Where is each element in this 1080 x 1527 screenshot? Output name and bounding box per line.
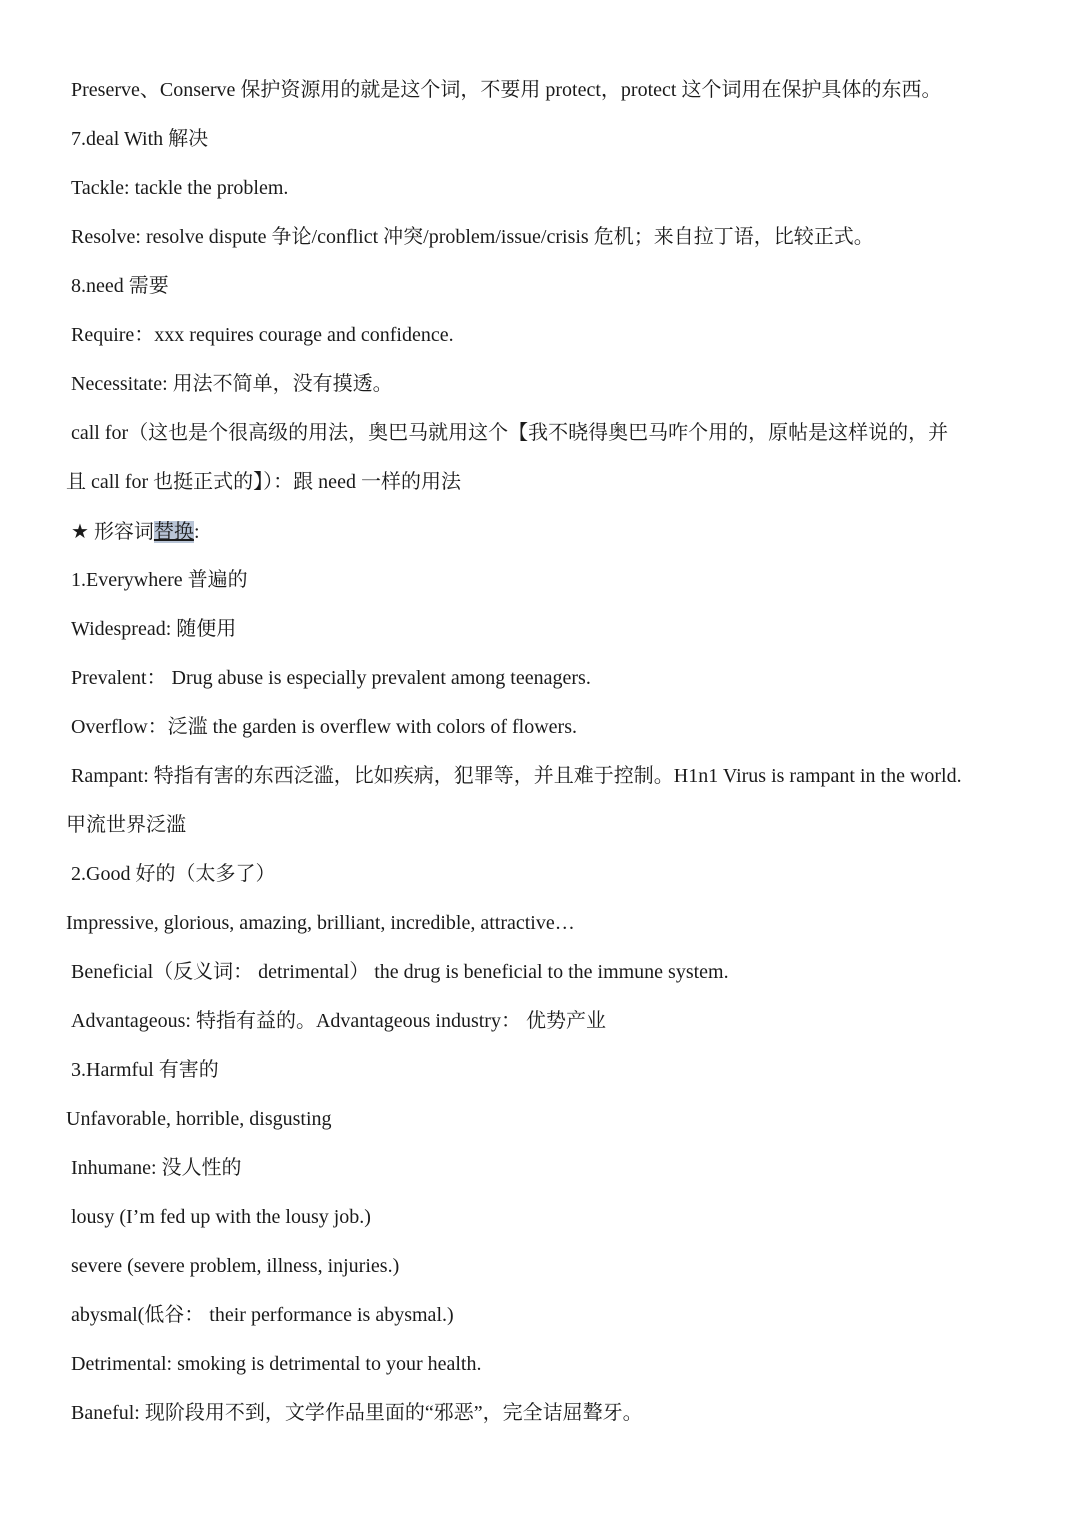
text-line-severe: severe (severe problem, illness, injuries.) bbox=[71, 1255, 400, 1277]
text-line-necessitate: Necessitate: 用法不简单，没有摸透。 bbox=[71, 373, 393, 395]
text-line-abysmal: abysmal(低谷： their performance is abysmal.) bbox=[71, 1304, 454, 1326]
text-line-call-for-cont: 且 call for 也挺正式的】）：跟 need 一样的用法 bbox=[66, 471, 461, 493]
text-line-detrimental: Detrimental: smoking is detrimental to your health. bbox=[71, 1353, 482, 1375]
section-heading-harmful: 3.Harmful 有害的 bbox=[71, 1059, 219, 1081]
text-line-beneficial: Beneficial（反义词： detrimental） the drug is beneficial to the immune system. bbox=[71, 961, 729, 983]
section-heading-everywhere: 1.Everywhere 普遍的 bbox=[71, 569, 248, 591]
heading-suffix: : bbox=[193, 521, 200, 543]
text-line-baneful: Baneful: 现阶段用不到，文学作品里面的“邪恶”，完全诘屈聱牙。 bbox=[71, 1402, 643, 1424]
text-line-preserve: Preserve、Conserve 保护资源用的就是这个词，不要用 protect，protect 这个词用在保护具体的东西。 bbox=[71, 79, 942, 101]
highlighted-word: 替换 bbox=[153, 521, 194, 543]
text-line-inhumane: Inhumane: 没人性的 bbox=[71, 1157, 242, 1179]
adjective-heading bbox=[71, 518, 1031, 545]
text-line-resolve: Resolve: resolve dispute 争论/conflict 冲突/problem/issue/crisis 危机；来自拉丁语，比较正式。 bbox=[71, 226, 874, 248]
text-line-rampant-cont: 甲流世界泛滥 bbox=[66, 814, 186, 836]
star-icon: ★ bbox=[71, 519, 89, 543]
text-line-advantageous: Advantageous: 特指有益的。Advantageous industry： 优势产业 bbox=[71, 1010, 606, 1032]
text-line-lousy: lousy (I’m fed up with the lousy job.) bbox=[71, 1206, 371, 1228]
text-line-widespread: Widespread: 随便用 bbox=[71, 618, 237, 640]
section-heading-deal-with: 7.deal With 解决 bbox=[71, 128, 209, 150]
text-line-unfavorable: Unfavorable, horrible, disgusting bbox=[66, 1108, 332, 1130]
text-line-require: Require：xxx requires courage and confidence. bbox=[71, 324, 454, 346]
text-line-call-for: call for（这也是个很高级的用法，奥巴马就用这个【我不晓得奥巴马咋个用的，原帖是这样说的，并 bbox=[71, 422, 949, 444]
text-line-rampant: Rampant: 特指有害的东西泛滥，比如疾病，犯罪等，并且难于控制。H1n1 Virus is rampant in the world. bbox=[71, 765, 962, 787]
text-line-tackle: Tackle: tackle the problem. bbox=[71, 177, 289, 199]
text-line-prevalent: Prevalent： Drug abuse is especially prevalent among teenagers. bbox=[71, 667, 591, 689]
section-heading-need: 8.need 需要 bbox=[71, 275, 169, 297]
heading-prefix: 形容词 bbox=[93, 521, 154, 543]
section-heading-good: 2.Good 好的（太多了） bbox=[71, 863, 276, 885]
text-line-impressive: Impressive, glorious, amazing, brilliant, incredible, attractive… bbox=[66, 912, 575, 934]
text-line-overflow: Overflow：泛滥 the garden is overflew with colors of flowers. bbox=[71, 716, 577, 738]
